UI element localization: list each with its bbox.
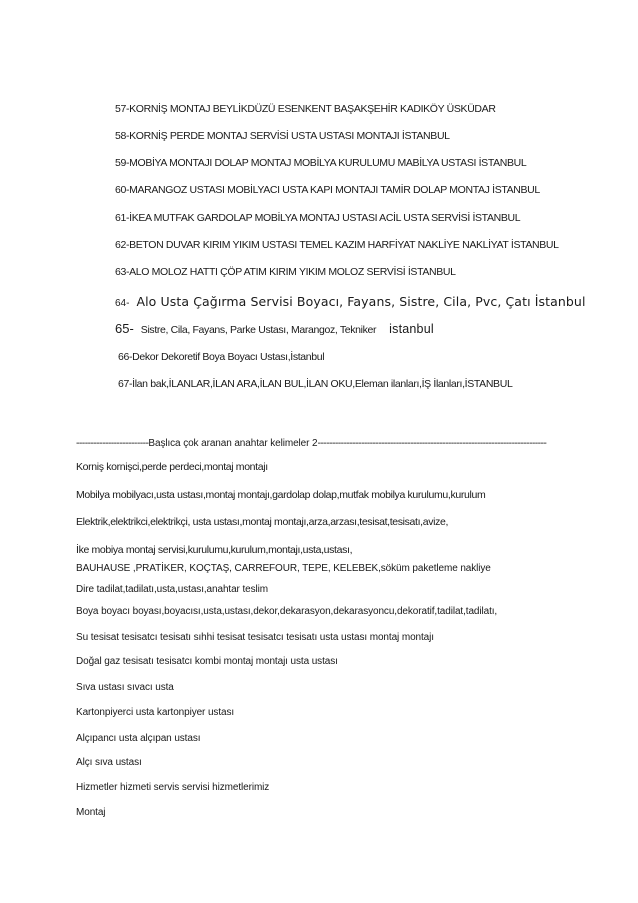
list-item-57: 57-KORNİŞ MONTAJ BEYLİKDÜZÜ ESENKENT BAŞAKŞEHİR KADIKÖY ÜSKÜDAR (115, 103, 496, 115)
keyword-line-montaj: Montaj (76, 807, 106, 818)
list-item-59: 59-MOBİYA MONTAJI DOLAP MONTAJ MOBİLYA KURULUMU MABİLYA USTASI İSTANBUL (115, 157, 527, 169)
keywords-heading (76, 434, 546, 450)
keyword-line-kartonpiyer: Kartonpiyerci usta kartonpiyer ustası (76, 707, 235, 718)
heading-title: Başlıca çok aranan anahtar kelimeler 2 (148, 438, 318, 449)
keyword-line-elektrik: Elektrik,elektrikci,elektrikçi, usta ustası,montaj montajı,arza,arzası,tesisat,tesisatı,avize, (76, 516, 449, 528)
keyword-line-su-tesisat: Su tesisat tesisatcı tesisatı sıhhi tesisat tesisatcı tesisatı usta ustası montaj montajı (76, 632, 434, 643)
list-item-58: 58-KORNİŞ PERDE MONTAJ SERVİSİ USTA USTASI MONTAJI İSTANBUL (115, 130, 450, 142)
keyword-line-boya: Boya boyacı boyası,boyacısı,usta,ustası,dekor,dekarasyon,dekarasyoncu,dekoratif,tadilat,tadilatı, (76, 606, 498, 617)
list-item-64 (115, 294, 586, 310)
list-item-65 (115, 321, 434, 337)
keyword-line-dogalgaz: Doğal gaz tesisatı tesisatcı kombi montaj montajı usta ustası (76, 656, 338, 667)
keyword-line-mobilya: Mobilya mobilyacı,usta ustası,montaj montajı,gardolap dolap,mutfak mobilya kurulumu,kurulum (76, 489, 486, 501)
keyword-line-tadilat: Dire tadilat,tadilatı,usta,ustası,anahtar teslim (76, 584, 268, 595)
list-item-67: 67-İlan bak,İLANLAR,İLAN ARA,İLAN BUL,İLAN OKU,Eleman ilanları,İŞ İlanları,İSTANBUL (118, 378, 513, 390)
keyword-line-alci-siva: Alçı sıva ustası (76, 757, 142, 768)
list-item-63: 63-ALO MOLOZ HATTI ÇÖP ATIM KIRIM YIKIM MOLOZ SERVİSİ İSTANBUL (115, 266, 456, 278)
list-item-60: 60-MARANGOZ USTASI MOBİLYACI USTA KAPI MONTAJI TAMİR DOLAP MONTAJ İSTANBUL (115, 184, 540, 196)
list-item-65-city: istanbul (389, 322, 434, 336)
brands-text: BAUHAUSE ,PRATİKER, KOÇTAŞ, CARREFOUR, TEPE, KELEBEK, (76, 563, 381, 574)
heading-dashes-right: ------------------------------------------------------------------------------- (317, 437, 547, 449)
list-item-64-text: Alo Usta Çağırma Servisi Boyacı, Fayans, Sistre, Cila, Pvc, Çatı İstanbul (136, 294, 586, 309)
list-item-62: 62-BETON DUVAR KIRIM YIKIM USTASI TEMEL KAZIM HARFİYAT NAKLİYE NAKLİYAT İSTANBUL (115, 239, 559, 251)
list-item-65-text: Sistre, Cila, Fayans, Parke Ustası, Marangoz, Tekniker (140, 324, 377, 336)
keyword-line-kornis: Korniş kornişci,perde perdeci,montaj montajı (76, 461, 268, 473)
keyword-line-hizmetler: Hizmetler hizmeti servis servisi hizmetlerimiz (76, 782, 270, 793)
keyword-line-ikea: İke mobiya montaj servisi,kurulumu,kurulum,montajı,usta,ustası, (76, 544, 353, 556)
list-item-65-number: 65- (115, 321, 134, 336)
keyword-line-alcipan: Alçıpancı usta alçıpan ustası (76, 733, 201, 744)
brands-rest: söküm paketleme nakliye (380, 563, 491, 574)
keyword-line-brands (76, 559, 491, 575)
keyword-line-siva: Sıva ustası sıvacı usta (76, 682, 174, 693)
list-item-61: 61-İKEA MUTFAK GARDOLAP MOBİLYA MONTAJ USTASI ACİL USTA SERVİSİ İSTANBUL (115, 212, 521, 224)
list-item-66: 66-Dekor Dekoretif Boya Boyacı Ustası,İstanbul (118, 351, 325, 363)
heading-dashes-left: ------------------------- (76, 437, 149, 449)
list-item-64-number: 64- (115, 298, 130, 309)
